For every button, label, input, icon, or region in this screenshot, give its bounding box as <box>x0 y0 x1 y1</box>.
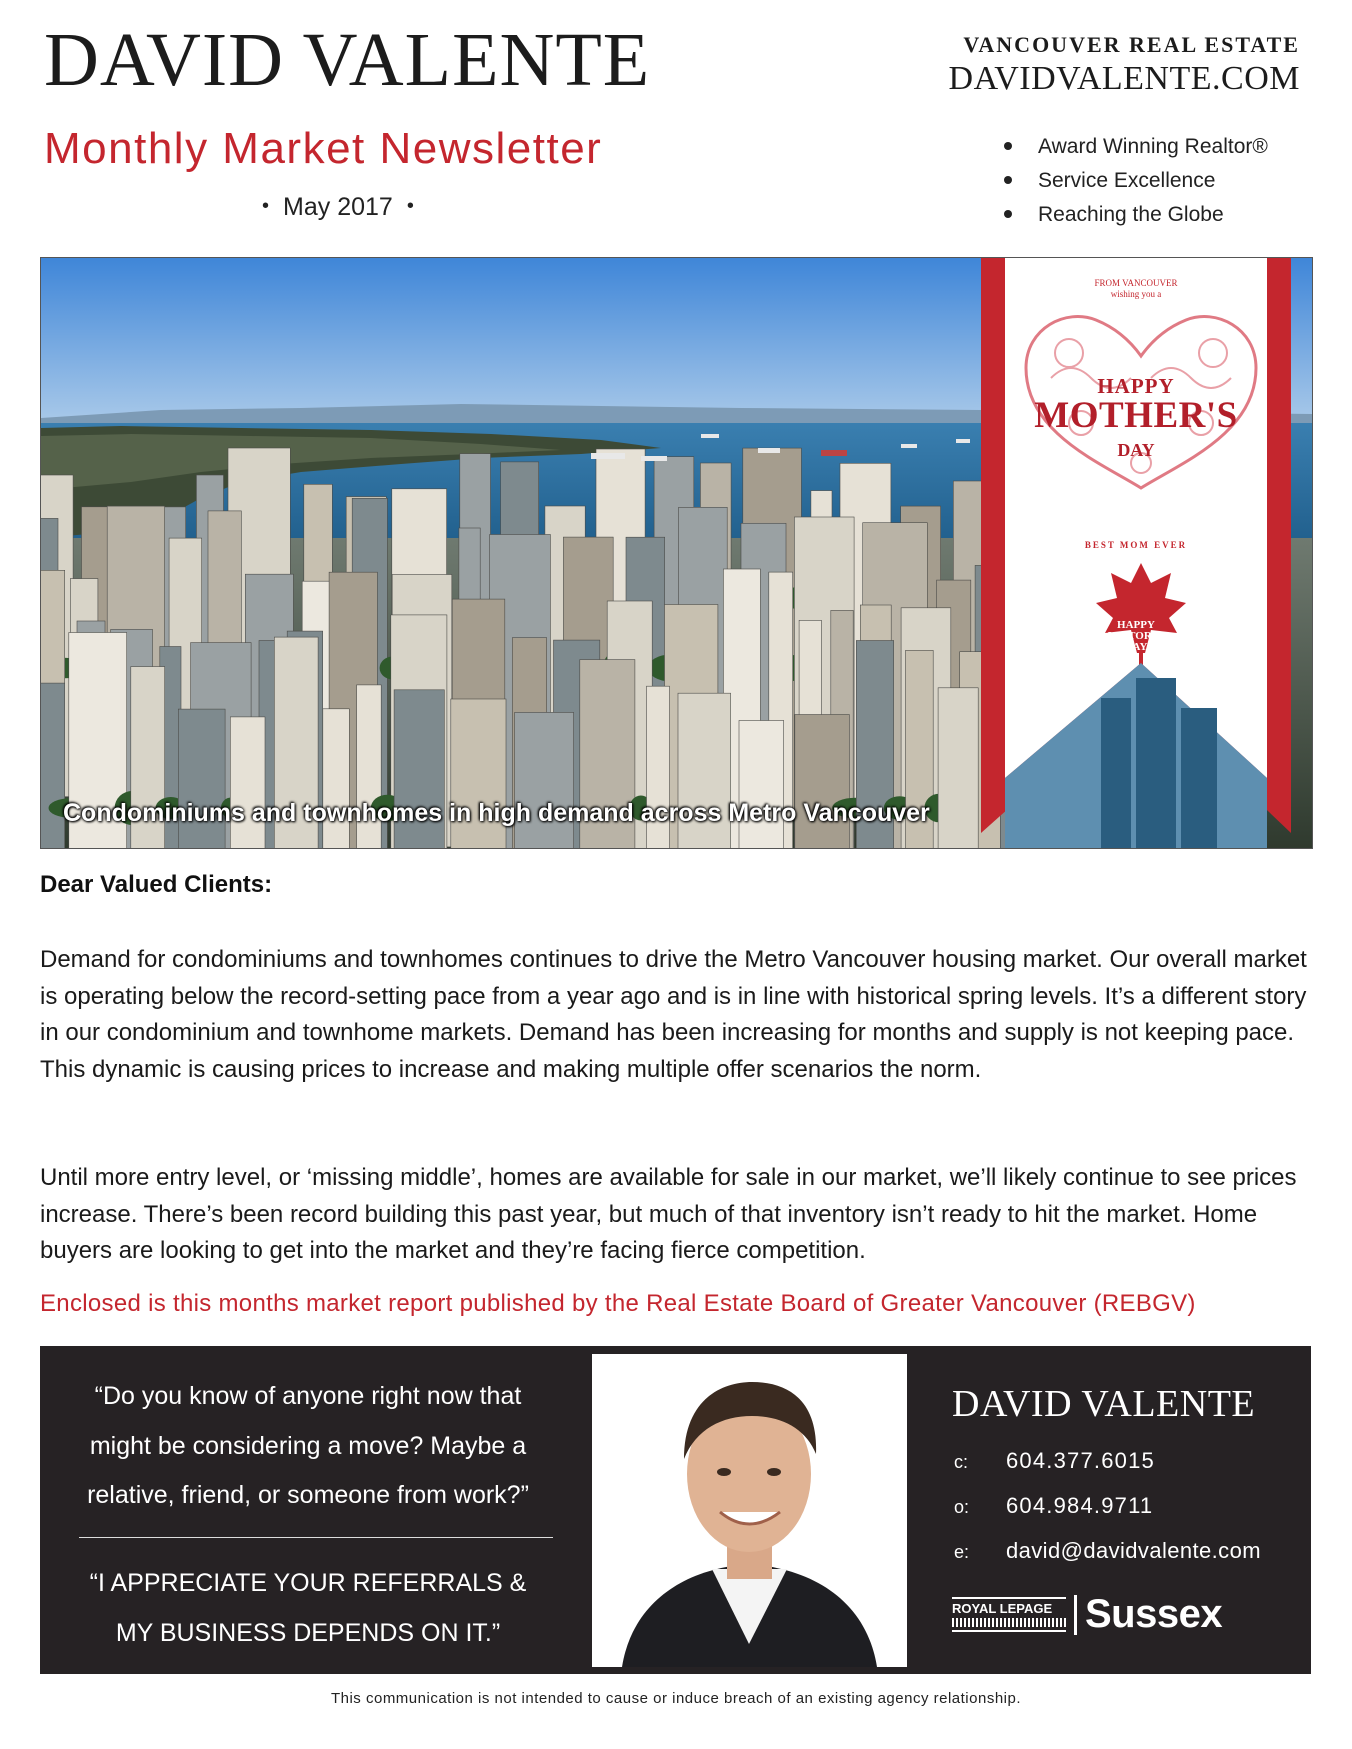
agent-portrait-icon <box>592 1354 907 1667</box>
royal-lepage-logo <box>952 1597 1066 1632</box>
victoria-line: HAPPY <box>1117 619 1155 631</box>
site-url[interactable]: DAVIDVALENTE.COM <box>948 60 1300 97</box>
royal-lepage-text: ROYAL LEPAGE <box>952 1601 1053 1616</box>
cell-phone[interactable]: 604.377.6015 <box>1006 1448 1155 1473</box>
contact-cell[interactable] <box>954 1446 1155 1476</box>
tagline-text: Service Excellence <box>1038 169 1216 192</box>
building-shape <box>739 721 784 849</box>
sussex-logo-text: Sussex <box>1085 1592 1223 1636</box>
issue-date <box>248 193 428 222</box>
banner-day-text: DAY <box>1117 440 1155 460</box>
brand-name: DAVID VALENTE <box>44 18 651 102</box>
holiday-banner <box>981 258 1291 848</box>
banner-happy-text: HAPPY <box>1097 374 1175 398</box>
referral-quote: “Do you know of anyone right now that might be considering a move? Maybe a relative, friend, or someone from work?” <box>87 1382 529 1509</box>
contact-office[interactable] <box>954 1491 1153 1521</box>
tagline-item <box>1004 164 1268 198</box>
enclosed-note: Enclosed is this months market report published by the Real Estate Board of Greater Vancouver (REBGV) <box>40 1290 1196 1317</box>
bullet-icon <box>1004 142 1012 150</box>
tagline-item <box>1004 130 1268 164</box>
salutation: Dear Valued Clients: <box>40 871 273 898</box>
bullet-icon <box>1004 210 1012 218</box>
agent-name: DAVID VALENTE <box>952 1383 1256 1425</box>
banner-bestmom-text: BEST MOM EVER <box>1084 540 1188 550</box>
banner-mothers-text: MOTHER'S <box>1034 395 1238 436</box>
hero-image <box>40 257 1313 849</box>
cell-label: c: <box>954 1452 969 1472</box>
email-label: e: <box>954 1542 970 1562</box>
tagline-item <box>1004 198 1268 232</box>
region-label: VANCOUVER REAL ESTATE <box>963 32 1300 57</box>
victoria-line: DAY <box>1124 641 1148 653</box>
newsletter-title: Monthly Market Newsletter <box>44 124 603 173</box>
tagline-text: Reaching the Globe <box>1038 203 1224 226</box>
hero-caption: Condominiums and townhomes in high demand across Metro Vancouver <box>63 799 930 827</box>
tagline-list <box>1004 130 1268 232</box>
email-address[interactable]: david@davidvalente.com <box>1006 1538 1261 1563</box>
banner-wish-text: wishing you a <box>1110 289 1162 299</box>
disclaimer: This communication is not intended to cause or induce breach of an existing agency relationship. <box>330 1690 1022 1707</box>
office-phone[interactable]: 604.984.9711 <box>1006 1493 1154 1518</box>
date-bullet-left: • <box>262 195 270 217</box>
tagline-text: Award Winning Realtor® <box>1038 135 1268 158</box>
banner-ribbon-graphic <box>981 258 1291 848</box>
building-shape <box>41 683 65 848</box>
building-shape <box>938 688 978 848</box>
bullet-icon <box>1004 176 1012 184</box>
building-shape <box>230 717 265 848</box>
logo-separator <box>1074 1595 1077 1635</box>
quote-divider <box>79 1537 553 1538</box>
victoria-line: VICTORIA <box>1107 630 1165 642</box>
letter-paragraph-2: Until more entry level, or ‘missing middle’, homes are available for sale in our market, we’ll likely continue to see prices increase. There’s been record building this past year, but much of that inventory isn’t ready to hit the market. Home buyers are looking to get into the market and they’re facing fierce competition. <box>40 1164 1297 1264</box>
appreciation-quote: “I APPRECIATE YOUR REFERRALS & MY BUSINESS DEPENDS ON IT.” <box>89 1569 527 1647</box>
date-bullet-right: • <box>406 195 414 217</box>
contact-email[interactable] <box>954 1536 1261 1566</box>
agent-contact-box <box>40 1346 1311 1674</box>
banner-victoria-text <box>981 620 1291 653</box>
office-label: o: <box>954 1497 970 1517</box>
banner-from-text: FROM VANCOUVER <box>1094 278 1178 288</box>
issue-date-text: May 2017 <box>283 193 393 221</box>
brokerage-logo <box>952 1592 1222 1636</box>
agent-photo <box>592 1354 907 1667</box>
letter-paragraph-1: Demand for condominiums and townhomes continues to drive the Metro Vancouver housing market. Our overall market is operating below the record-setting pace from a year ago and is in line with historical spring levels. It’s a different story in our condominium and townhome markets. Demand has been increasing for months and supply is not keeping pace. This dynamic is causing prices to increase and making multiple offer scenarios the norm. <box>40 946 1307 1083</box>
